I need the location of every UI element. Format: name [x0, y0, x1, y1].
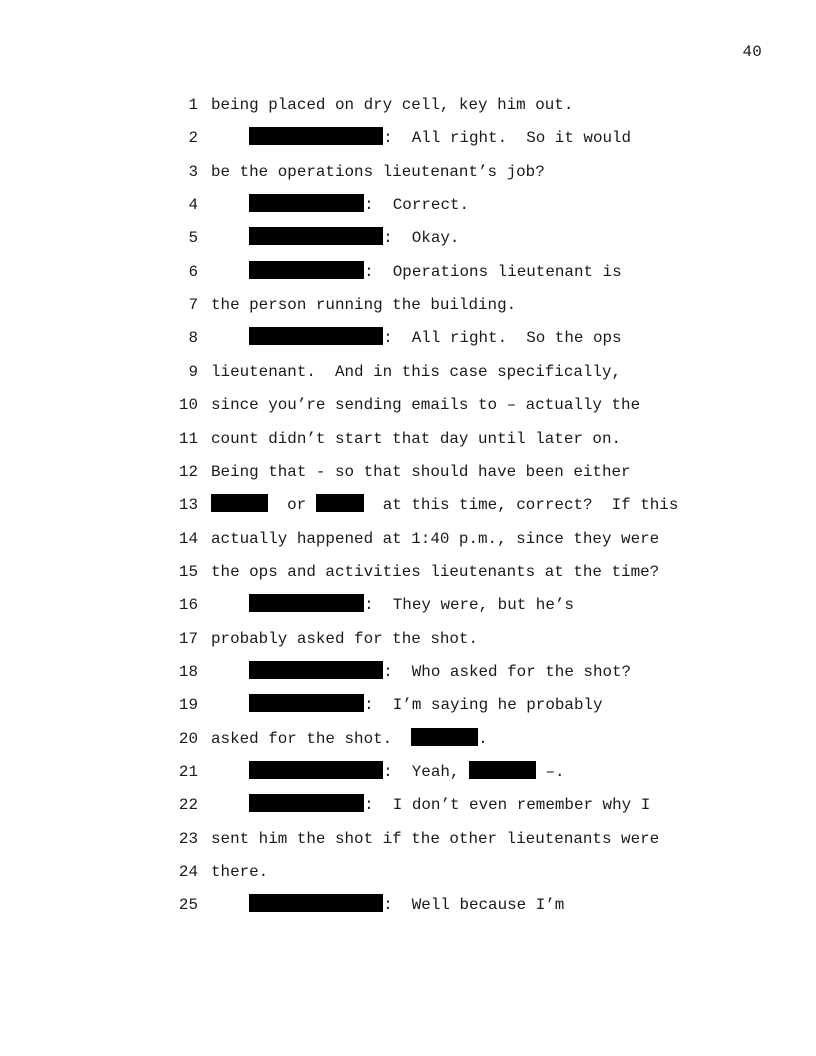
- line-number: 9: [188, 362, 198, 381]
- line-number: 16: [178, 596, 198, 615]
- text-segment: [211, 229, 249, 247]
- line-number: 22: [178, 796, 198, 815]
- text-segment: the ops and activities lieutenants at the time?: [211, 562, 660, 581]
- line-text: [211, 559, 659, 585]
- line-number: 5: [188, 229, 198, 248]
- line-text: [211, 626, 478, 652]
- line-number: 14: [178, 529, 198, 548]
- text-segment: there.: [211, 863, 269, 882]
- redaction-box: [316, 494, 364, 512]
- line-text: [211, 826, 659, 852]
- text-segment: since you’re sending emails to – actually the: [211, 396, 641, 415]
- redaction-box: [249, 227, 383, 245]
- line-text: [211, 359, 621, 385]
- line-text: [211, 92, 573, 118]
- line-number: 17: [178, 629, 198, 648]
- text-segment: [211, 696, 249, 714]
- line-text: [211, 159, 545, 185]
- text-segment: : All right. So the ops: [383, 329, 622, 348]
- text-segment: the person running the building.: [211, 296, 517, 315]
- redaction-box: [249, 694, 364, 712]
- text-segment: [211, 663, 249, 681]
- text-segment: : They were, but he’s: [364, 596, 574, 615]
- line-number: 15: [178, 562, 198, 581]
- line-number: 13: [178, 496, 198, 515]
- text-segment: : Correct.: [364, 196, 470, 215]
- line-number: 6: [188, 262, 198, 281]
- page-number: 40: [742, 43, 762, 61]
- line-number: 12: [178, 462, 198, 481]
- text-segment: be the operations lieutenant’s job?: [211, 162, 545, 181]
- text-segment: [211, 263, 249, 281]
- text-segment: Being that - so that should have been either: [211, 462, 631, 481]
- line-number: 21: [178, 763, 198, 781]
- text-segment: [211, 796, 249, 814]
- line-text: [211, 592, 574, 618]
- line-text: [211, 892, 564, 918]
- text-segment: : Okay.: [383, 229, 460, 248]
- line-text: [211, 692, 603, 718]
- redaction-box: [249, 761, 383, 779]
- line-text: [211, 426, 621, 452]
- redaction-box: [469, 761, 536, 779]
- line-text: [211, 292, 516, 318]
- line-number: 4: [188, 196, 198, 215]
- redaction-box: [249, 661, 383, 679]
- line-text: [211, 859, 268, 885]
- text-segment: at this time, correct? If this: [363, 496, 679, 515]
- line-text: [211, 325, 622, 351]
- text-segment: or: [268, 496, 316, 515]
- text-segment: probably asked for the shot.: [211, 629, 479, 648]
- text-segment: [211, 196, 249, 214]
- line-number: 25: [178, 896, 198, 915]
- text-segment: : All right. So it would: [383, 129, 632, 148]
- text-segment: [211, 763, 249, 781]
- text-segment: : Operations lieutenant is: [364, 262, 622, 281]
- text-segment: : I don’t even remember why I: [364, 796, 651, 815]
- redaction-box: [249, 127, 383, 145]
- text-segment: –.: [535, 763, 565, 781]
- line-text: [211, 125, 631, 151]
- redaction-box: [249, 194, 364, 212]
- line-text: [211, 759, 565, 785]
- line-text: [211, 392, 640, 418]
- text-segment: : Well because I’m: [383, 896, 565, 915]
- line-number: 23: [178, 829, 198, 848]
- text-segment: [211, 596, 249, 614]
- line-number: 7: [188, 296, 198, 315]
- redaction-box: [211, 494, 268, 512]
- line-number: 20: [178, 729, 198, 748]
- line-text: [211, 259, 622, 285]
- line-number: 24: [178, 863, 198, 882]
- redaction-box: [411, 728, 478, 746]
- text-segment: [211, 329, 249, 347]
- text-segment: asked for the shot.: [211, 729, 412, 748]
- text-segment: count didn’t start that day until later on.: [211, 429, 622, 448]
- line-text: [211, 459, 631, 485]
- line-text: [211, 492, 678, 518]
- text-segment: being placed on dry cell, key him out.: [211, 96, 574, 114]
- text-segment: : I’m saying he probably: [364, 696, 603, 715]
- line-number: 10: [178, 396, 198, 415]
- redaction-box: [249, 794, 364, 812]
- line-text: [211, 192, 469, 218]
- text-segment: [211, 129, 249, 147]
- line-text: [211, 225, 459, 251]
- line-text: [211, 659, 631, 685]
- text-segment: sent him the shot if the other lieutenants were: [211, 829, 660, 848]
- redaction-box: [249, 261, 364, 279]
- text-segment: lieutenant. And in this case specifically,: [211, 362, 622, 381]
- line-number: 3: [188, 162, 198, 181]
- line-number: 18: [178, 662, 198, 681]
- line-number: 1: [188, 96, 198, 114]
- line-number: 11: [178, 429, 198, 448]
- text-segment: .: [478, 729, 488, 748]
- line-text: [211, 526, 659, 552]
- text-segment: [211, 896, 249, 914]
- line-text: [211, 726, 488, 752]
- redaction-box: [249, 894, 383, 912]
- line-number: 8: [188, 329, 198, 348]
- line-text: [211, 792, 650, 818]
- line-number: 2: [188, 129, 198, 148]
- line-number: 19: [178, 696, 198, 715]
- text-segment: actually happened at 1:40 p.m., since they were: [211, 529, 660, 548]
- text-segment: : Who asked for the shot?: [383, 662, 632, 681]
- redaction-box: [249, 594, 364, 612]
- redaction-box: [249, 327, 383, 345]
- text-segment: : Yeah,: [383, 763, 469, 781]
